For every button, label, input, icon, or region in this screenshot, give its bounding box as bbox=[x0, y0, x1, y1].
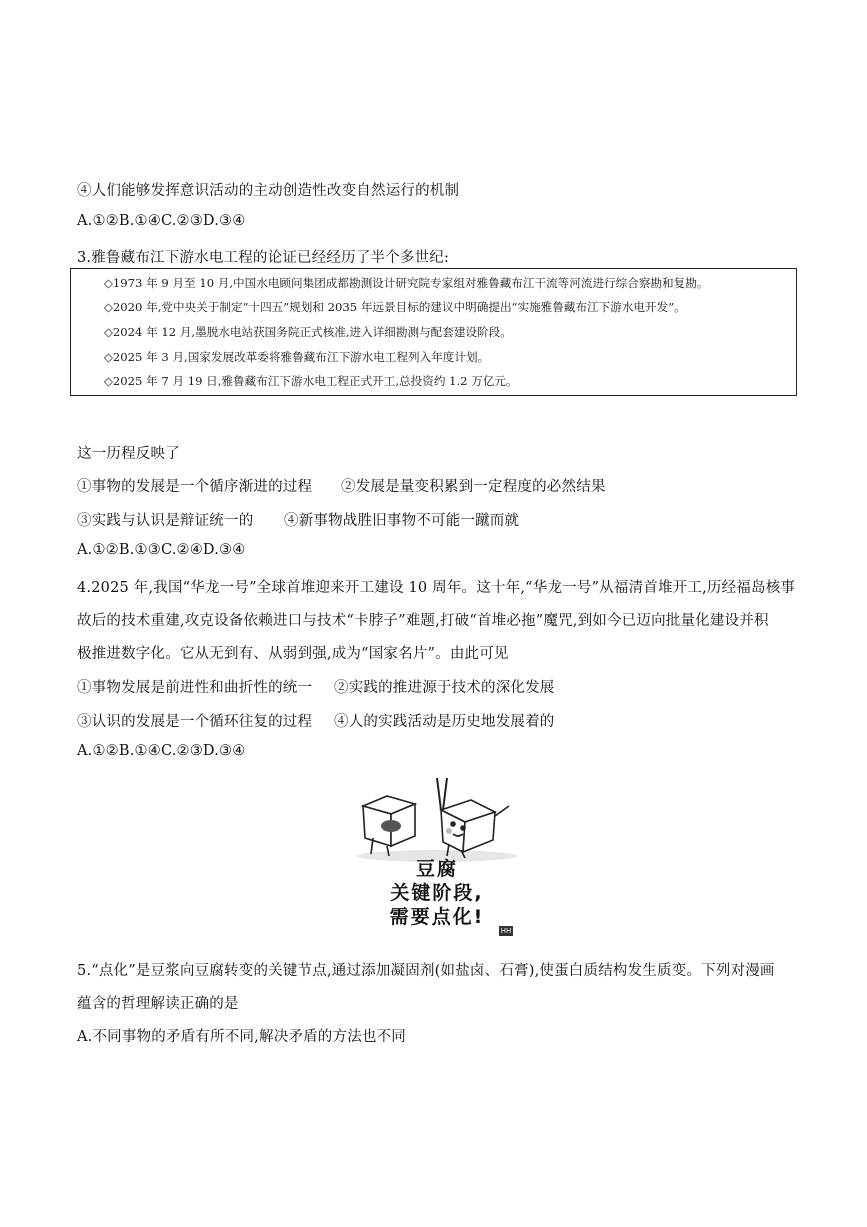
q5-option-a: A.不同事物的矛盾有所不同,解决矛盾的方法也不同 bbox=[77, 1029, 406, 1045]
cartoon-caption-line-2: 关键阶段, bbox=[390, 882, 484, 904]
chopsticks-icon bbox=[437, 778, 447, 810]
q4-stem-line-2: 故后的技术重建,攻克设备依赖进口与技术“卡脖子”难题,打破“首堆必拖”魔咒,到如今已迈向批量化建设并积 bbox=[77, 613, 769, 629]
q4-option-1: ①事物发展是前进性和曲折性的统一 bbox=[77, 680, 313, 696]
q4-stem-line-3: 极推进数字化。它从无到有、从弱到强,成为“国家名片”。由此可见 bbox=[77, 646, 509, 662]
q3-lead: 这一历程反映了 bbox=[77, 446, 180, 462]
q3-options-row-1 bbox=[77, 475, 606, 496]
timeline-item: ◇2025 年 3 月,国家发展改革委将雅鲁藏布江下游水电工程列入年度计划。 bbox=[104, 350, 490, 364]
timeline-item: ◇2020 年,党中央关于制定“十四五”规划和 2035 年远景目标的建议中明确提出“实施雅鲁藏布江下游水电开发”。 bbox=[104, 300, 686, 314]
cartoon-caption-line-3: 需要点化! bbox=[389, 906, 485, 928]
left-tofu-character bbox=[363, 796, 415, 856]
q4-option-3: ③认识的发展是一个循环往复的过程 bbox=[77, 714, 313, 730]
timeline-item: ◇1973 年 9 月至 10 月,中国水电顾问集团成都勘测设计研究院专家组对雅鲁藏布江干流等河流进行综合察勘和复勘。 bbox=[104, 276, 709, 290]
q3-timeline-box bbox=[70, 268, 797, 396]
q3-option-3: ③实践与认识是辩证统一的 bbox=[77, 513, 254, 529]
timeline-item: ◇2024 年 12 月,墨脱水电站获国务院正式核准,进入详细勘测与配套建设阶段。 bbox=[104, 325, 512, 339]
artist-stamp: HH bbox=[500, 927, 512, 935]
q4-answer-options: A.①②B.①④C.②③D.③④ bbox=[77, 743, 246, 759]
q4-option-4: ④人的实践活动是历史地发展着的 bbox=[334, 714, 555, 730]
q4-options-row-1 bbox=[77, 676, 555, 697]
q5-stem-line-2: 蕴含的哲理解读正确的是 bbox=[77, 996, 239, 1012]
right-tofu-character bbox=[441, 800, 509, 858]
cartoon-caption-line-1: 豆腐 bbox=[415, 858, 458, 880]
q3-option-2: ②发展是量变积累到一定程度的必然结果 bbox=[341, 479, 606, 495]
q3-option-4: ④新事物战胜旧事物不可能一蹴而就 bbox=[284, 513, 520, 529]
q2-answer-options: A.①②B.①④C.②③D.③④ bbox=[77, 213, 246, 229]
q5-stem-line-1: 5.“点化”是豆浆向豆腐转变的关键节点,通过添加凝固剂(如盐卤、石膏),使蛋白质结构发生质变。下列对漫画 bbox=[77, 963, 775, 979]
q4-stem-line-1: 4.2025 年,我国“华龙一号”全球首堆迎来开工建设 10 周年。这十年,“华龙一号”从福清首堆开工,历经福岛核事 bbox=[77, 580, 796, 596]
q2-item-4: ④人们能够发挥意识活动的主动创造性改变自然运行的机制 bbox=[77, 183, 460, 199]
q3-option-1: ①事物的发展是一个循序渐进的过程 bbox=[77, 479, 313, 495]
q4-option-2: ②实践的推进源于技术的深化发展 bbox=[334, 680, 555, 696]
tofu-cartoon bbox=[353, 776, 521, 938]
q3-answer-options: A.①②B.①③C.②④D.③④ bbox=[77, 542, 246, 558]
q3-options-row-2 bbox=[77, 509, 519, 530]
q4-options-row-2 bbox=[77, 710, 555, 731]
timeline-item: ◇2025 年 7 月 19 日,雅鲁藏布江下游水电工程正式开工,总投资约 1.2 万亿元。 bbox=[104, 374, 518, 388]
q3-stem: 3.雅鲁藏布江下游水电工程的论证已经经历了半个多世纪: bbox=[77, 250, 450, 266]
tofu-characters-illustration bbox=[353, 776, 521, 866]
